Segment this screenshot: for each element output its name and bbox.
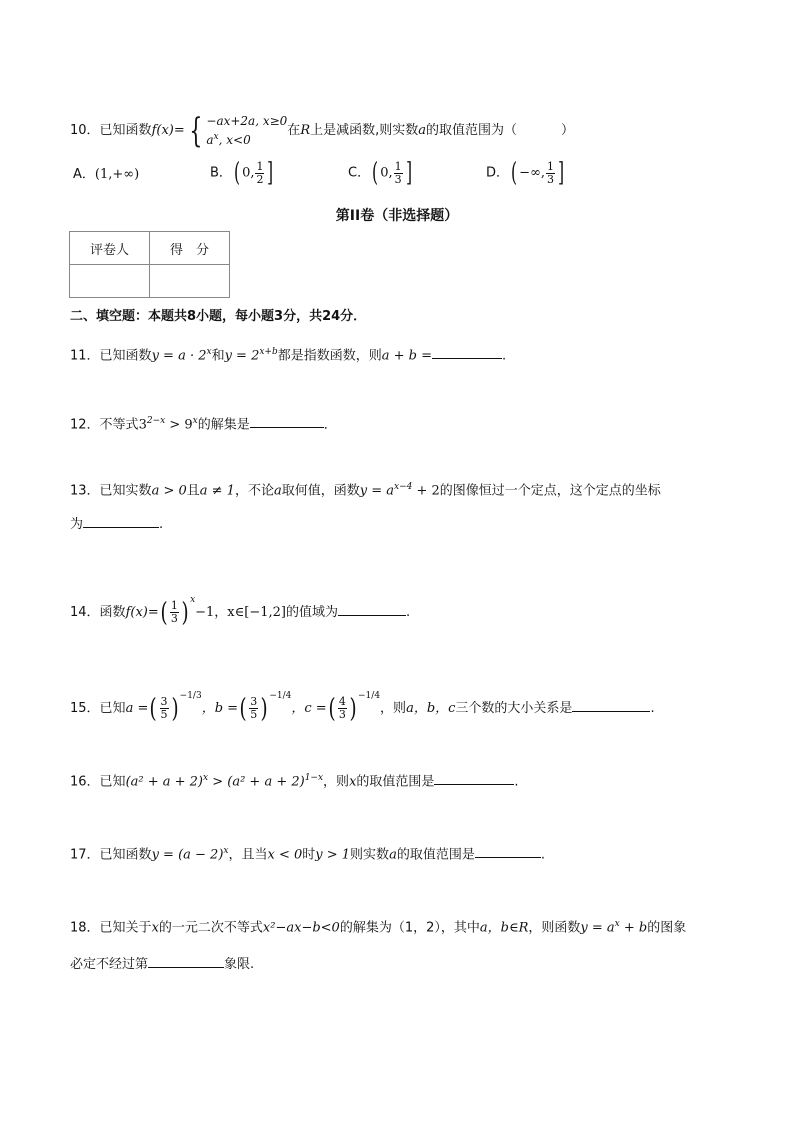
answer-blank[interactable] bbox=[572, 697, 650, 712]
answer-blank[interactable] bbox=[432, 344, 502, 359]
question-13: 13．已知实数a > 0且a ≠ 1，不论a取何值，函数$y = a^{x-4} + 2$的图像恒过一个定点，这个定点的坐标 bbox=[70, 482, 661, 499]
answer-blank[interactable] bbox=[434, 770, 514, 785]
option-d: D．( −∞, $\frac{1}{3}$ ] bbox=[486, 158, 565, 188]
part-title: 第II卷（非选择题） bbox=[335, 208, 459, 224]
answer-blank[interactable] bbox=[83, 513, 159, 528]
question-10: 10．已知函数f(x)= { −ax+2a, x≥0 $a^x$, x<0 在R上是减函数,则实数a的取值范围为（ ） bbox=[70, 110, 575, 151]
piecewise-function: { −ax+2a, x≥0 $a^x$, x<0 bbox=[189, 110, 288, 151]
answer-blank[interactable] bbox=[338, 601, 406, 616]
option-c: C．( 0, $\frac{1}{3}$ ] bbox=[348, 158, 412, 188]
answer-blank[interactable] bbox=[475, 843, 541, 858]
grader-cell[interactable] bbox=[70, 265, 150, 298]
question-16: 16．已知$(a^2 + a + 2)^x > (a^2 + a + 2)^{1-x}$，则x的取值范围是 . bbox=[70, 768, 519, 792]
grader-header: 评卷人 bbox=[70, 232, 150, 265]
question-11: 11．已知函数$y = a \cdot 2^x$和$y = 2^{x+b}$都是指数函数，则a + b = . bbox=[70, 342, 506, 366]
brace-symbol: { bbox=[189, 110, 203, 151]
question-18-line2: 必定不经过第 象限. bbox=[70, 953, 254, 975]
question-13-line2: 为 . bbox=[70, 513, 163, 535]
score-table bbox=[69, 231, 230, 298]
score-header: 得 分 bbox=[150, 232, 230, 265]
answer-blank[interactable] bbox=[250, 413, 324, 428]
option-a: A．(1,+∞) bbox=[73, 167, 140, 182]
question-12: 12．不等式$3^{2-x} > 9^x$的解集是 ． bbox=[70, 411, 337, 435]
question-18: 18．已知关于x的一元二次不等式x²−ax−b<0的解集为（1，2），其中a，b∈R，则函数$y = a^x + b$的图象 bbox=[70, 919, 687, 936]
score-cell[interactable] bbox=[150, 265, 230, 298]
option-b: B．( 0, $\frac{1}{2}$ ] bbox=[210, 158, 274, 188]
answer-blank[interactable] bbox=[148, 953, 224, 968]
question-15: 15．已知a =( $\frac{3}{5}$ ) $^{-1/3}$，b =( $\frac{3}{5}$ ) $^{-1/4}$，c =( $\frac{4}{3}$ ) $^{-1/4}$，则a，b，c三个数的大小关系是 . bbox=[70, 691, 655, 724]
question-17: 17．已知函数$y = (a - 2)^x$，且当x < 0时y > 1则实数a的取值范围是 . bbox=[70, 841, 545, 865]
section-heading: 二、填空题：本题共8小题，每小题3分，共24分． bbox=[70, 309, 367, 324]
question-14: 14．函数f(x)=( $\frac{1}{3}$ ) $^x$−1，x∈[−1,2]的值域为 . bbox=[70, 595, 411, 628]
